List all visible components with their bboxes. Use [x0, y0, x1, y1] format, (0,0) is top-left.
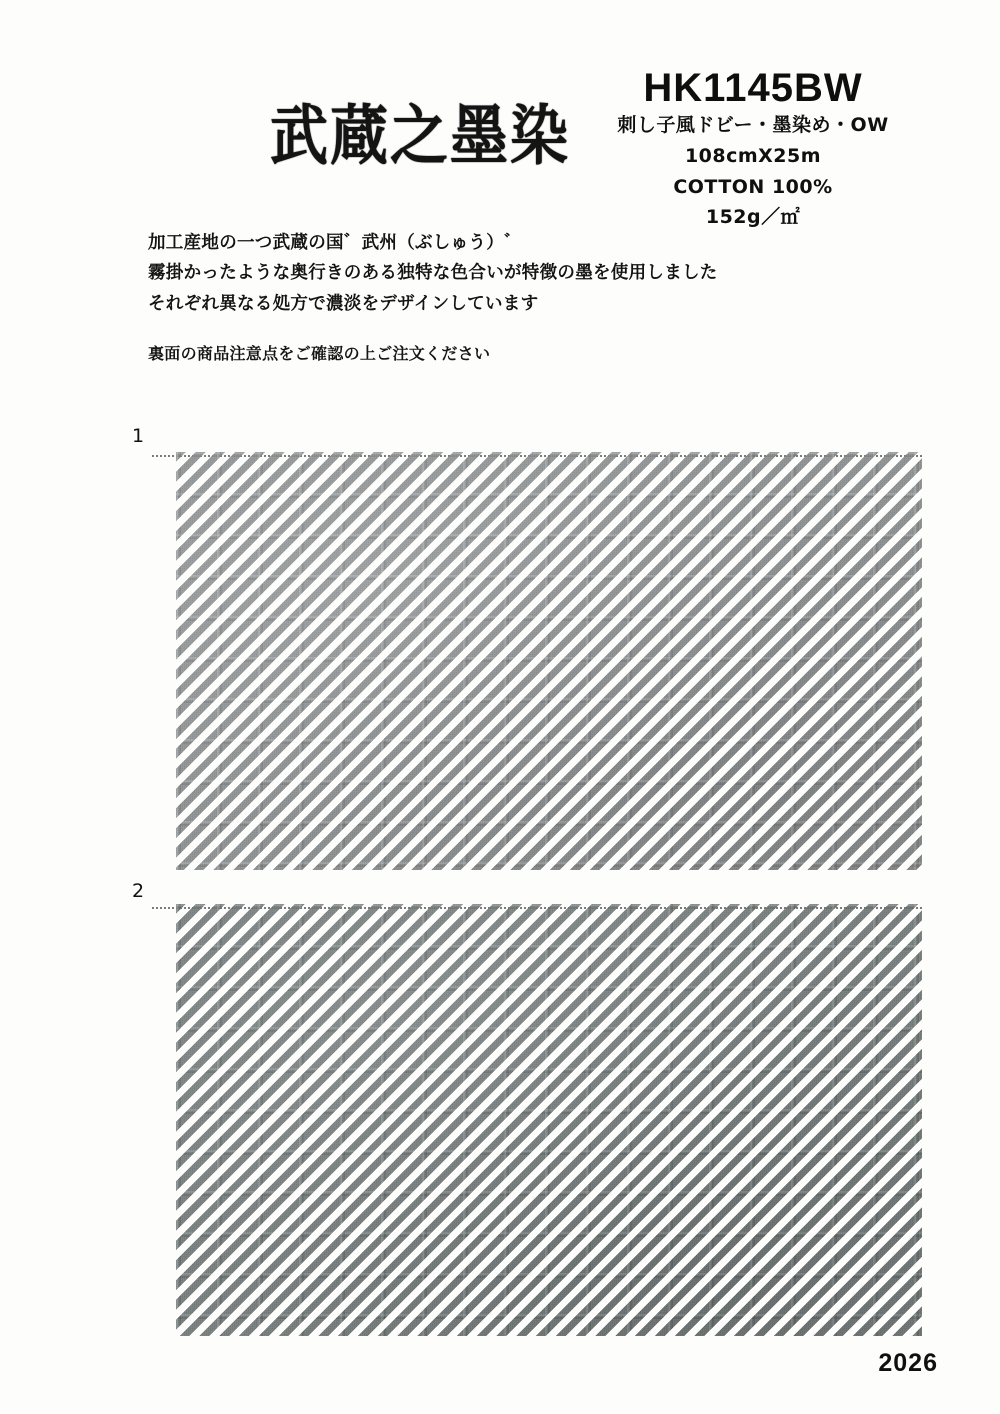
fabric-swatch-2 — [176, 904, 922, 1336]
fabric-swatch-1 — [176, 452, 922, 870]
description-line-2: 霧掛かったような奥行きのある独特な色合いが特徴の墨を使用しました — [148, 263, 718, 284]
spec-line-composition: COTTON 100% — [673, 175, 833, 198]
fabric-shading-1 — [176, 452, 922, 870]
product-code: HK1145BW — [643, 66, 863, 110]
description-block — [148, 228, 848, 319]
spec-block — [568, 66, 938, 233]
description-note: 裏面の商品注意点をご確認の上ご注文ください — [148, 344, 491, 363]
description-line-3: それぞれ異なる処方で濃淡をデザインしています — [148, 293, 539, 314]
fabric-shading-2 — [176, 904, 922, 1336]
swatch-number-1: 1 — [132, 425, 145, 447]
swatch-number-2: 2 — [132, 880, 145, 902]
page-code: 2026 — [878, 1349, 938, 1377]
spec-line-weight: 152g／㎡ — [705, 206, 801, 229]
spec-line-dimensions: 108cmX25m — [684, 144, 822, 167]
brand-title: 武蔵之墨染 — [269, 97, 570, 174]
description-line-1: 加工産地の一つ武蔵の国゛武州（ぶしゅう）゛ — [148, 233, 522, 253]
spec-line-material: 刺し子風ドビー・墨染め・OW — [617, 114, 889, 136]
